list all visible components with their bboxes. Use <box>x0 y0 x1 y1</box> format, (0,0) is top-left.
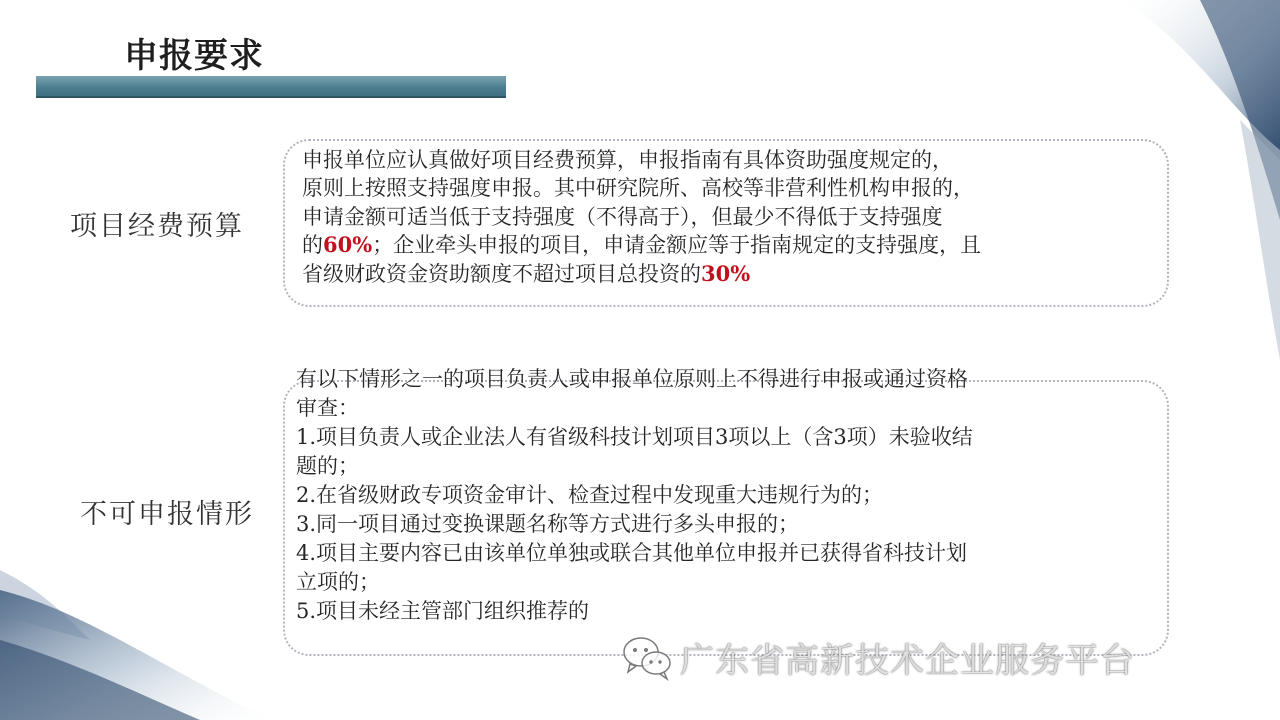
deny-line: 有以下情形之一的项目负责人或申报单位原则上不得进行申报或通过资格 <box>296 367 968 391</box>
deny-section-label: 不可申报情形 <box>80 499 254 530</box>
title-underline-bar <box>36 76 506 98</box>
deny-line: 2.在省级财政专项资金审计、检查过程中发现重大违规行为的； <box>296 483 884 507</box>
deny-line: 4.项目主要内容已由该单位单独或联合其他单位申报并已获得省科技计划 <box>296 541 968 565</box>
deny-line: 5.项目未经主管部门组织推荐的 <box>296 599 590 623</box>
corner-swirl-decoration-bottom-left <box>0 570 270 720</box>
budget-line: 省级财政资金资助额度不超过项目总投资的30% <box>302 260 751 286</box>
budget-line: 的60%；企业牵头申报的项目，申请金额应等于指南规定的支持强度，且 <box>302 232 982 258</box>
budget-text <box>302 146 981 288</box>
highlight-percent: 60% <box>323 232 373 258</box>
deny-line: 立项的； <box>296 570 380 594</box>
budget-line: 申请金额可适当低于支持强度（不得高于），但最少不得低于支持强度 <box>302 204 943 229</box>
watermark-text: 广东省高新技术企业服务平台 <box>680 640 1135 681</box>
budget-line: 原则上按照支持强度申报。其中研究院所、高校等非营利性机构申报的， <box>302 176 974 201</box>
budget-section-label: 项目经费预算 <box>70 211 244 242</box>
wechat-icon <box>620 632 674 682</box>
deny-line: 审查： <box>296 396 359 420</box>
budget-line: 申报单位应认真做好项目经费预算，申报指南有具体资助强度规定的， <box>302 148 953 172</box>
page-title: 申报要求 <box>124 36 264 76</box>
deny-line: 3.同一项目通过变换课题名称等方式进行多头申报的； <box>296 512 800 536</box>
highlight-percent: 30% <box>701 260 751 286</box>
watermark <box>620 630 1135 684</box>
deny-text <box>296 365 973 626</box>
deny-line: 1.项目负责人或企业法人有省级科技计划项目3项以上（含3项）未验收结 <box>296 425 973 449</box>
deny-line: 题的； <box>296 454 359 478</box>
